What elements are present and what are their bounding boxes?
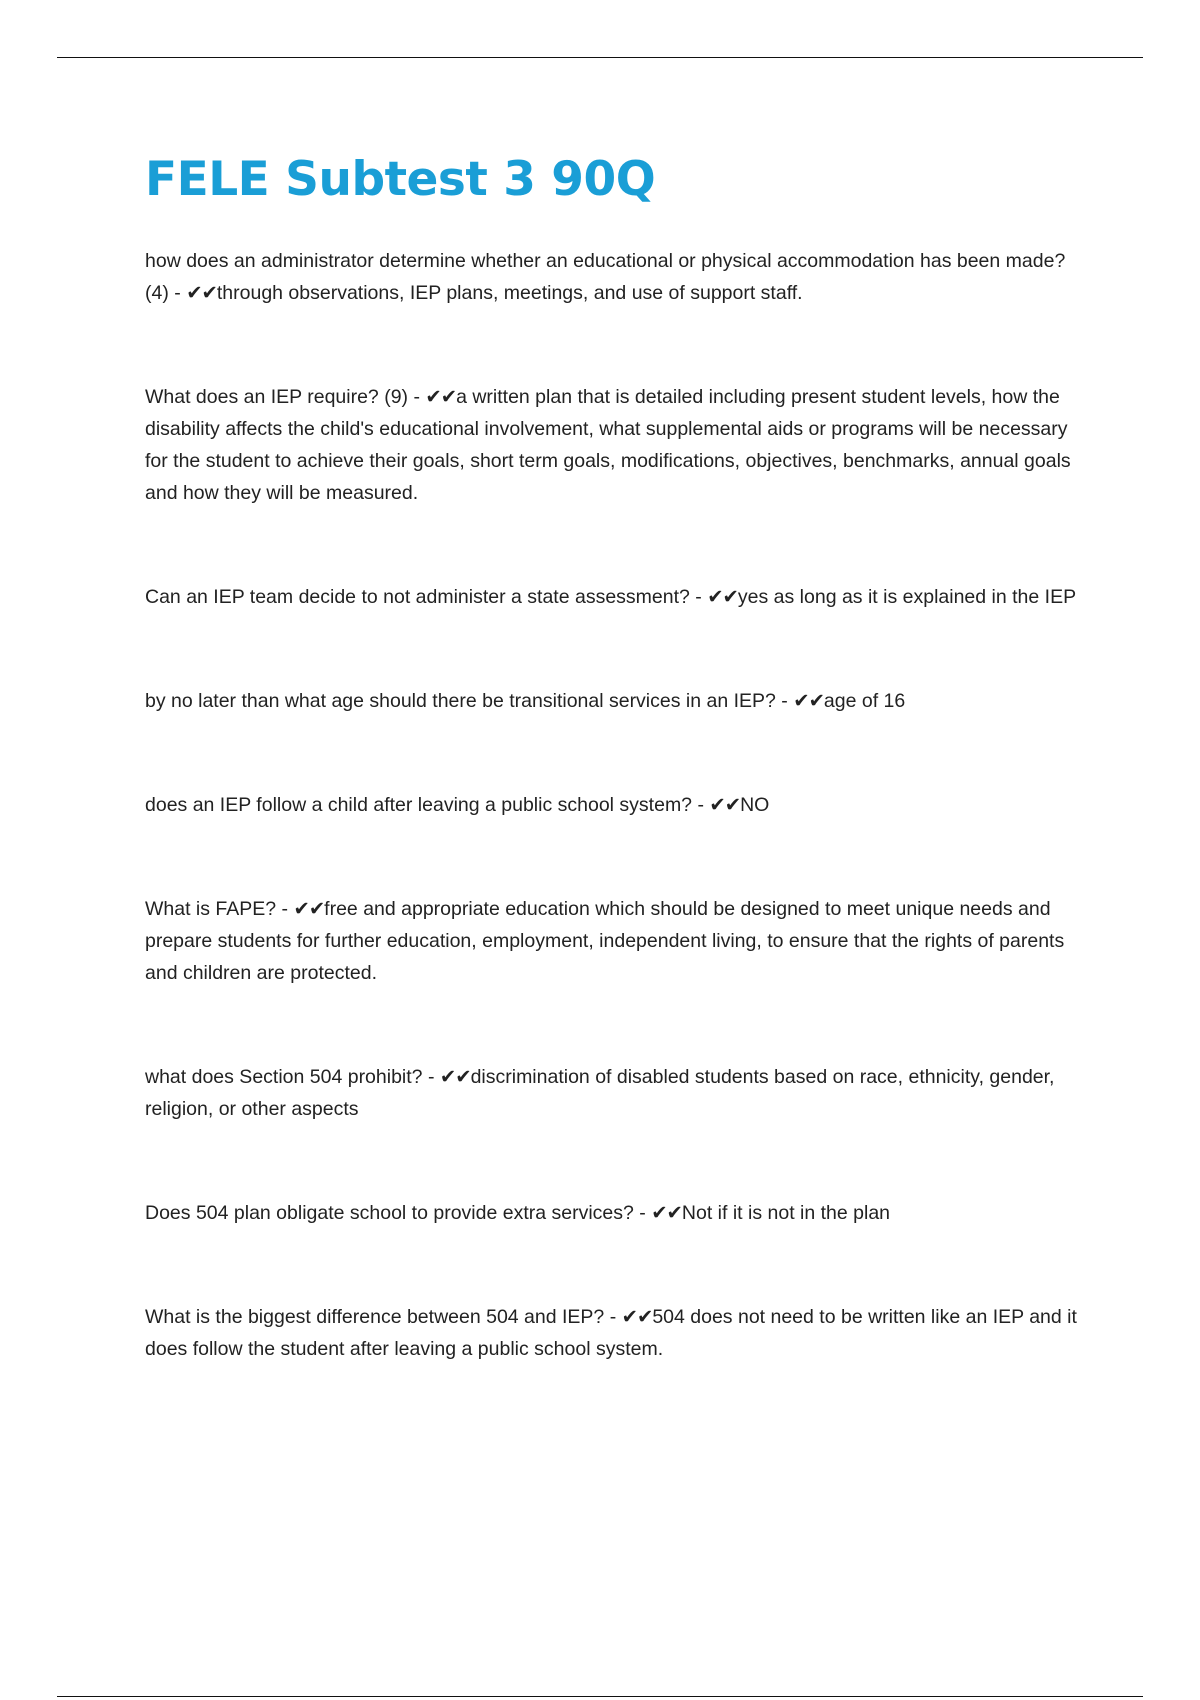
qa-item bbox=[145, 1061, 1085, 1125]
document-body bbox=[145, 145, 1085, 1365]
question-text: how does an administrator determine whether an educational or physical accommodation has been made? (4) bbox=[145, 250, 1066, 304]
double-check-icon: ✔✔ bbox=[621, 1305, 653, 1328]
answer-text: free and appropriate education which should be designed to meet unique needs and prepare students for further education, employment, independent living, to ensure that the rights of parents and children are protected. bbox=[145, 898, 1065, 984]
qa-item bbox=[145, 581, 1085, 613]
separator: - bbox=[692, 794, 710, 816]
separator: - bbox=[689, 586, 708, 608]
qa-item bbox=[145, 893, 1085, 989]
answer-text: NO bbox=[740, 794, 770, 816]
qa-item bbox=[145, 789, 1085, 821]
bottom-rule bbox=[57, 1696, 1143, 1697]
separator: - bbox=[168, 282, 187, 304]
question-text: Can an IEP team decide to not administer a state assessment? bbox=[145, 586, 690, 608]
double-check-icon: ✔✔ bbox=[793, 689, 824, 712]
question-text: What does an IEP require? (9) bbox=[145, 386, 409, 408]
question-text: by no later than what age should there be transitional services in an IEP? bbox=[145, 690, 776, 712]
double-check-icon: ✔✔ bbox=[439, 1065, 471, 1088]
question-text: What is the biggest difference between 504 and IEP? bbox=[145, 1306, 605, 1328]
answer-text: yes as long as it is explained in the IEP bbox=[737, 586, 1077, 608]
answer-text: age of 16 bbox=[823, 690, 906, 712]
document-title: FELE Subtest 3 90Q bbox=[145, 152, 656, 207]
qa-list bbox=[145, 245, 1085, 1365]
double-check-icon: ✔✔ bbox=[293, 897, 325, 920]
answer-text: 504 does not need to be written like an IEP and it does follow the student after leaving a public school system. bbox=[145, 1306, 1077, 1360]
double-check-icon: ✔✔ bbox=[425, 385, 457, 408]
answer-text: Not if it is not in the plan bbox=[681, 1202, 891, 1224]
top-rule bbox=[57, 57, 1143, 58]
question-text: what does Section 504 prohibit? bbox=[145, 1066, 423, 1088]
separator: - bbox=[408, 386, 426, 408]
answer-text: discrimination of disabled students based on race, ethnicity, gender, religion, or other aspects bbox=[145, 1066, 1055, 1120]
qa-item bbox=[145, 245, 1085, 309]
qa-item bbox=[145, 1197, 1085, 1229]
qa-item bbox=[145, 685, 1085, 717]
separator: - bbox=[422, 1066, 440, 1088]
answer-text: a written plan that is detailed including present student levels, how the disability affects the child's educational involvement, what supplemental aids or programs will be necessary for the student to achieve their goals, short term goals, modifications, objectives, benchmarks, annual goals and how they will be measured. bbox=[145, 386, 1071, 504]
question-text: Does 504 plan obligate school to provide extra services? bbox=[145, 1202, 634, 1224]
qa-item bbox=[145, 1301, 1085, 1365]
double-check-icon: ✔✔ bbox=[186, 281, 217, 304]
answer-text: through observations, IEP plans, meetings, and use of support staff. bbox=[216, 282, 803, 304]
separator: - bbox=[604, 1306, 622, 1328]
double-check-icon: ✔✔ bbox=[709, 793, 741, 816]
qa-item bbox=[145, 381, 1085, 509]
separator: - bbox=[633, 1202, 652, 1224]
question-text: does an IEP follow a child after leaving a public school system? bbox=[145, 794, 693, 816]
double-check-icon: ✔✔ bbox=[651, 1201, 682, 1224]
separator: - bbox=[775, 690, 794, 712]
double-check-icon: ✔✔ bbox=[707, 585, 738, 608]
question-text: What is FAPE? bbox=[145, 898, 277, 920]
separator: - bbox=[276, 898, 294, 920]
